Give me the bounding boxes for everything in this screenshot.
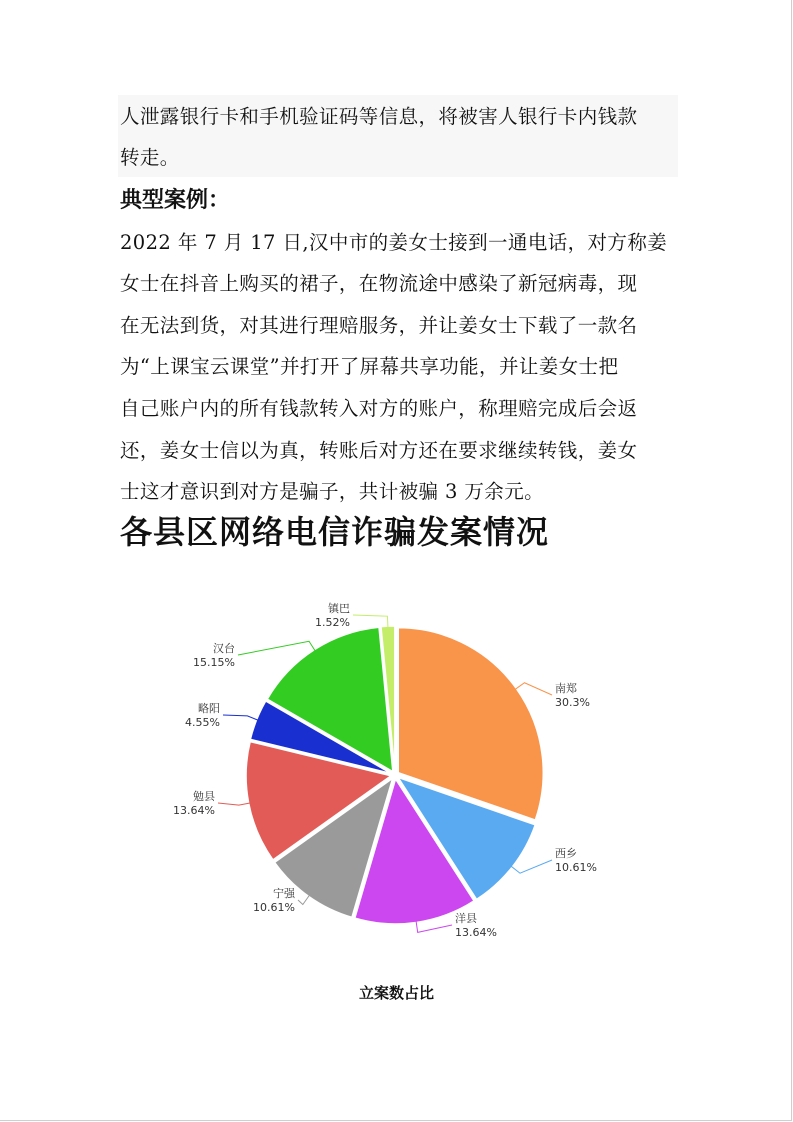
intro-line-2: 转走。	[120, 146, 180, 169]
slice-label-宁强: 宁强	[273, 887, 295, 900]
slice-value-西乡: 10.61%	[555, 861, 597, 874]
slice-label-南郑: 南郑	[555, 682, 577, 695]
slice-value-略阳: 4.55%	[185, 716, 220, 729]
slice-value-洋县: 13.64%	[455, 926, 497, 939]
case-line-7: 士这才意识到对方是骗子，共计被骗 3 万余元。	[120, 480, 545, 503]
chart-title: 立案数占比	[358, 984, 434, 1002]
case-line-2: 女士在抖音上购买的裙子，在物流途中感染了新冠病毒，现	[120, 272, 638, 295]
slice-label-镇巴: 镇巴	[328, 602, 350, 615]
slice-value-镇巴: 1.52%	[315, 616, 350, 629]
case-line-3: 在无法到货，对其进行理赔服务，并让姜女士下载了一款名	[120, 314, 638, 337]
case-line-1: 2022 年 7 月 17 日,汉中市的姜女士接到一通电话，对方称姜	[120, 231, 668, 254]
slice-label-勉县: 勉县	[193, 790, 215, 803]
pie-chart	[150, 590, 630, 970]
case-line-5: 自己账户内的所有钱款转入对方的账户，称理赔完成后会返	[120, 397, 638, 420]
slice-label-洋县: 洋县	[455, 912, 477, 925]
section-title: 各县区网络电信诈骗发案情况	[120, 513, 550, 551]
slice-value-勉县: 13.64%	[173, 804, 215, 817]
slice-label-略阳: 略阳	[198, 702, 220, 715]
leader-line-汉台	[238, 641, 316, 655]
slice-label-汉台: 汉台	[213, 642, 235, 655]
slice-value-汉台: 15.15%	[193, 656, 235, 669]
intro-line-1: 人泄露银行卡和手机验证码等信息，将被害人银行卡内钱款	[120, 105, 638, 128]
case-line-6: 还，姜女士信以为真，转账后对方还在要求继续转钱，姜女	[120, 439, 638, 462]
slice-value-南郑: 30.3%	[555, 696, 590, 709]
slice-label-西乡: 西乡	[555, 847, 577, 860]
case-line-4: 为“上课宝云课堂”并打开了屏幕共享功能，并让姜女士把	[120, 355, 619, 378]
case-heading: 典型案例：	[120, 188, 231, 213]
leader-line-略阳	[223, 715, 259, 720]
leader-line-勉县	[218, 803, 251, 805]
slice-value-宁强: 10.61%	[253, 901, 295, 914]
